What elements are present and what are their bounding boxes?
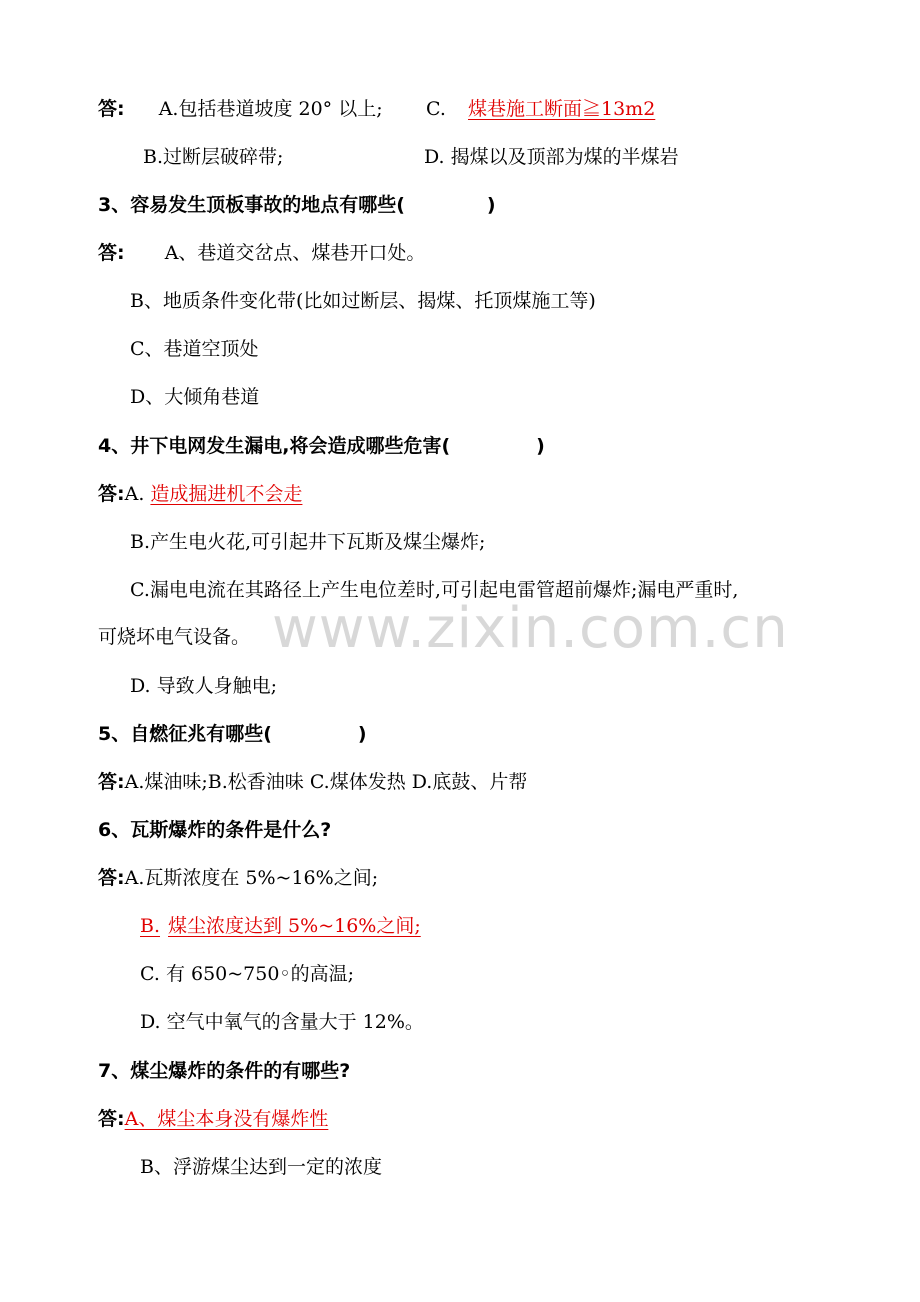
q6-option-a: A.瓦斯浓度在 5%~16%之间; [124,867,379,889]
q4-option-d: D. 导致人身触电; [130,675,278,697]
answer-label: 答: [98,98,125,120]
q3-answer-line [98,240,425,266]
q4-option-c-line-2: 可烧坏电气设备。 [98,626,251,648]
q6-option-b-text: 煤尘浓度达到 5%~16%之间; [168,915,421,937]
q3-option-b: B、地质条件变化带(比如过断层、揭煤、托顶煤施工等) [130,290,596,312]
q6-answer-line [98,865,378,891]
q5-question-close: ) [357,723,367,745]
answer-label: 答: [98,771,125,793]
q5-answer: A.煤油味;B.松香油味 C.煤体发热 D.底鼓、片帮 [124,771,528,793]
q7-option-b: B、浮游煤尘达到一定的浓度 [140,1156,382,1178]
q4-question-close: ) [536,435,545,457]
q3-question-text: 3、容易发生顶板事故的地点有哪些( [98,194,405,216]
q6-option-d: D. 空气中氧气的含量大于 12%。 [140,1011,424,1033]
q7-option-a-highlight: A、煤尘本身没有爆炸性 [124,1108,329,1130]
q4-option-c-line-1: C.漏电电流在其路径上产生电位差时,可引起电雷管超前爆炸;漏电严重时, [130,579,739,601]
q4-answer-line [98,481,302,507]
q3-option-a: A、巷道交岔点、煤巷开口处。 [164,242,426,264]
q3-option-c: C、巷道空顶处 [130,338,259,360]
q6-option-b-prefix: B. [140,915,161,937]
q4-question-text: 4、井下电网发生漏电,将会造成哪些危害( [98,435,451,457]
q4-option-b: B.产生电火花,可引起井下瓦斯及煤尘爆炸; [130,531,486,553]
q6-question: 6、瓦斯爆炸的条件是什么? [98,819,332,841]
q2-option-c-prefix: C. [426,98,446,120]
q5-question-text: 5、自燃征兆有哪些( [98,723,272,745]
q2-option-a: A.包括巷道坡度 20° 以上; [158,98,383,120]
q6-option-c: C. 有 650~750◦的高温; [140,963,355,985]
q3-question-close: ) [486,194,496,216]
answer-label: 答: [98,483,125,505]
answer-label: 答: [98,867,125,889]
q2-option-b: B.过断层破碎带; [143,146,284,168]
q2-answer-line-1 [98,96,383,122]
watermark-text: www.zixin.com.cn [272,596,789,661]
q5-answer-line [98,769,527,795]
q4-question [98,433,545,459]
q2-option-c-highlight: 煤巷施工断面≧13m2 [468,98,656,120]
q7-answer-line [98,1106,328,1132]
q2-option-d: D. 揭煤以及顶部为煤的半煤岩 [424,146,679,168]
q6-option-b-line [140,913,421,939]
answer-label: 答: [98,1108,125,1130]
q4-option-a-highlight: 造成掘进机不会走 [150,483,303,505]
q2-option-c-line [426,96,655,122]
q3-option-d: D、大倾角巷道 [130,386,260,408]
q6-option-b-highlight [160,915,421,937]
q3-question [98,192,496,218]
q7-question: 7、煤尘爆炸的条件的有哪些? [98,1060,351,1082]
answer-label: 答: [98,242,125,264]
q4-option-a-prefix: A. [124,483,145,505]
q5-question [98,721,367,747]
